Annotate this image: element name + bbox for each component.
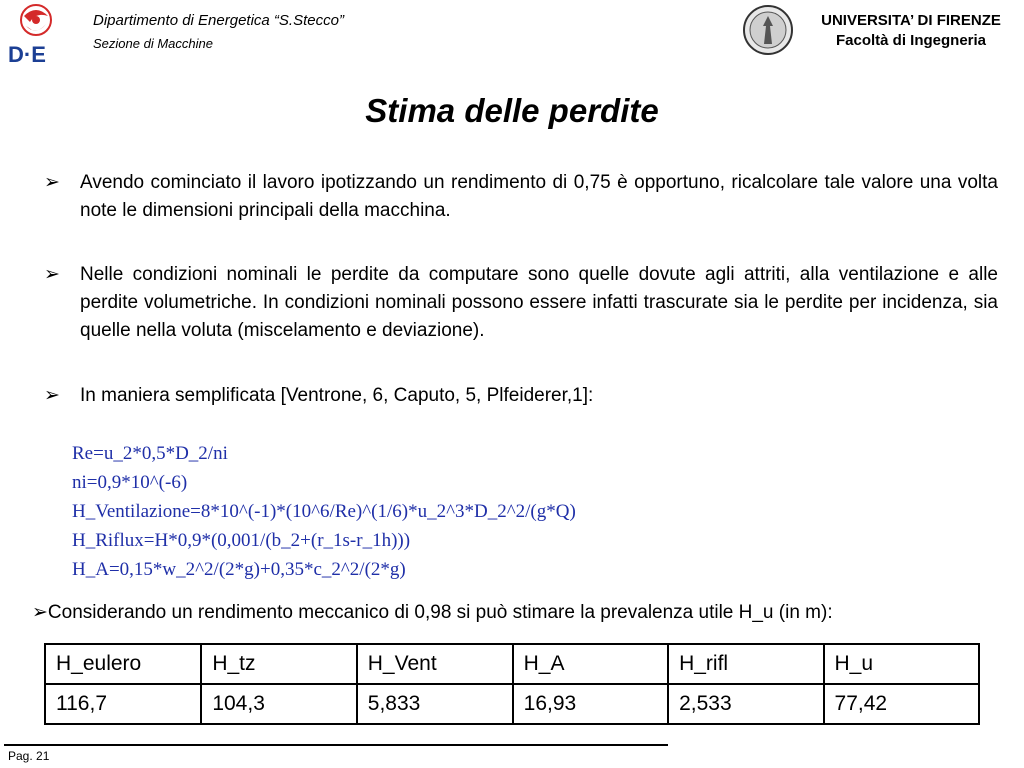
department-name: Dipartimento di Energetica “S.Stecco” [93, 12, 344, 29]
table-header-cell: H_eulero [45, 644, 201, 684]
bullet-text: In maniera semplificata [Ventrone, 6, Caputo, 5, Plfeiderer,1]: [80, 385, 594, 406]
formula-line: ni=0,9*10^(-6) [72, 472, 188, 493]
table-header-cell: H_Vent [357, 644, 513, 684]
formula-line: H_Ventilazione=8*10^(-1)*(10^6/Re)^(1/6)*u_2^3*D_2^2/(g*Q) [72, 501, 576, 522]
table-header-cell: H_tz [201, 644, 356, 684]
arrow-bullet-icon: ➢ [44, 172, 60, 193]
university-seal [742, 4, 794, 56]
bullet-text: Nelle condizioni nominali le perdite da computare sono quelle dovute agli attriti, alla ventilazione e alle perdite volumetriche. In condizioni nominali possono essere infatti trascurate sia le perdite per incidenza, sia quelle nella voluta (miscelamento e deviazione). [80, 264, 998, 341]
department-logo [4, 2, 68, 66]
table-cell: 16,93 [513, 684, 668, 724]
results-table [44, 643, 980, 725]
table-cell: 2,533 [668, 684, 823, 724]
bullet-item [44, 169, 998, 225]
department-logo-icon [4, 2, 68, 66]
table-cell: 77,42 [824, 684, 979, 724]
table-header-row [45, 644, 979, 684]
footer-divider [4, 744, 668, 746]
bullet-item [44, 261, 998, 345]
bullet-text: Avendo cominciato il lavoro ipotizzando un rendimento di 0,75 è opportuno, ricalcolare tale valore una volta note le dimensioni principali della macchina. [80, 172, 998, 221]
table-cell: 5,833 [357, 684, 513, 724]
department-section: Sezione di Macchine [93, 36, 213, 51]
table-header-cell: H_rifl [668, 644, 823, 684]
formula-line: H_Riflux=H*0,9*(0,001/(b_2+(r_1s-r_1h))) [72, 530, 411, 551]
bullet-item [44, 382, 998, 410]
slide-title: Stima delle perdite [365, 92, 659, 129]
table-header-cell: H_u [824, 644, 979, 684]
table-row [45, 684, 979, 724]
page-number: Pag. 21 [8, 749, 50, 763]
table-cell: 116,7 [45, 684, 201, 724]
formula-line: Re=u_2*0,5*D_2/ni [72, 443, 228, 464]
university-seal-icon [742, 4, 794, 56]
faculty-name: Facoltà di Ingegneria [835, 32, 987, 49]
formula-block [72, 439, 576, 584]
final-bullet-text: Considerando un rendimento meccanico di 0,98 si può stimare la prevalenza utile H_u (in m): [47, 602, 833, 623]
logo-text: D·E [8, 42, 46, 66]
arrow-bullet-icon: ➢ [32, 602, 48, 623]
university-name: UNIVERSITA’ DI FIRENZE [821, 12, 1001, 29]
table-cell: 104,3 [201, 684, 356, 724]
formula-line: H_A=0,15*w_2^2/(2*g)+0,35*c_2^2/(2*g) [72, 559, 406, 580]
arrow-bullet-icon: ➢ [44, 264, 60, 285]
table-header-cell: H_A [513, 644, 668, 684]
arrow-bullet-icon: ➢ [44, 385, 60, 406]
final-bullet [32, 600, 833, 626]
